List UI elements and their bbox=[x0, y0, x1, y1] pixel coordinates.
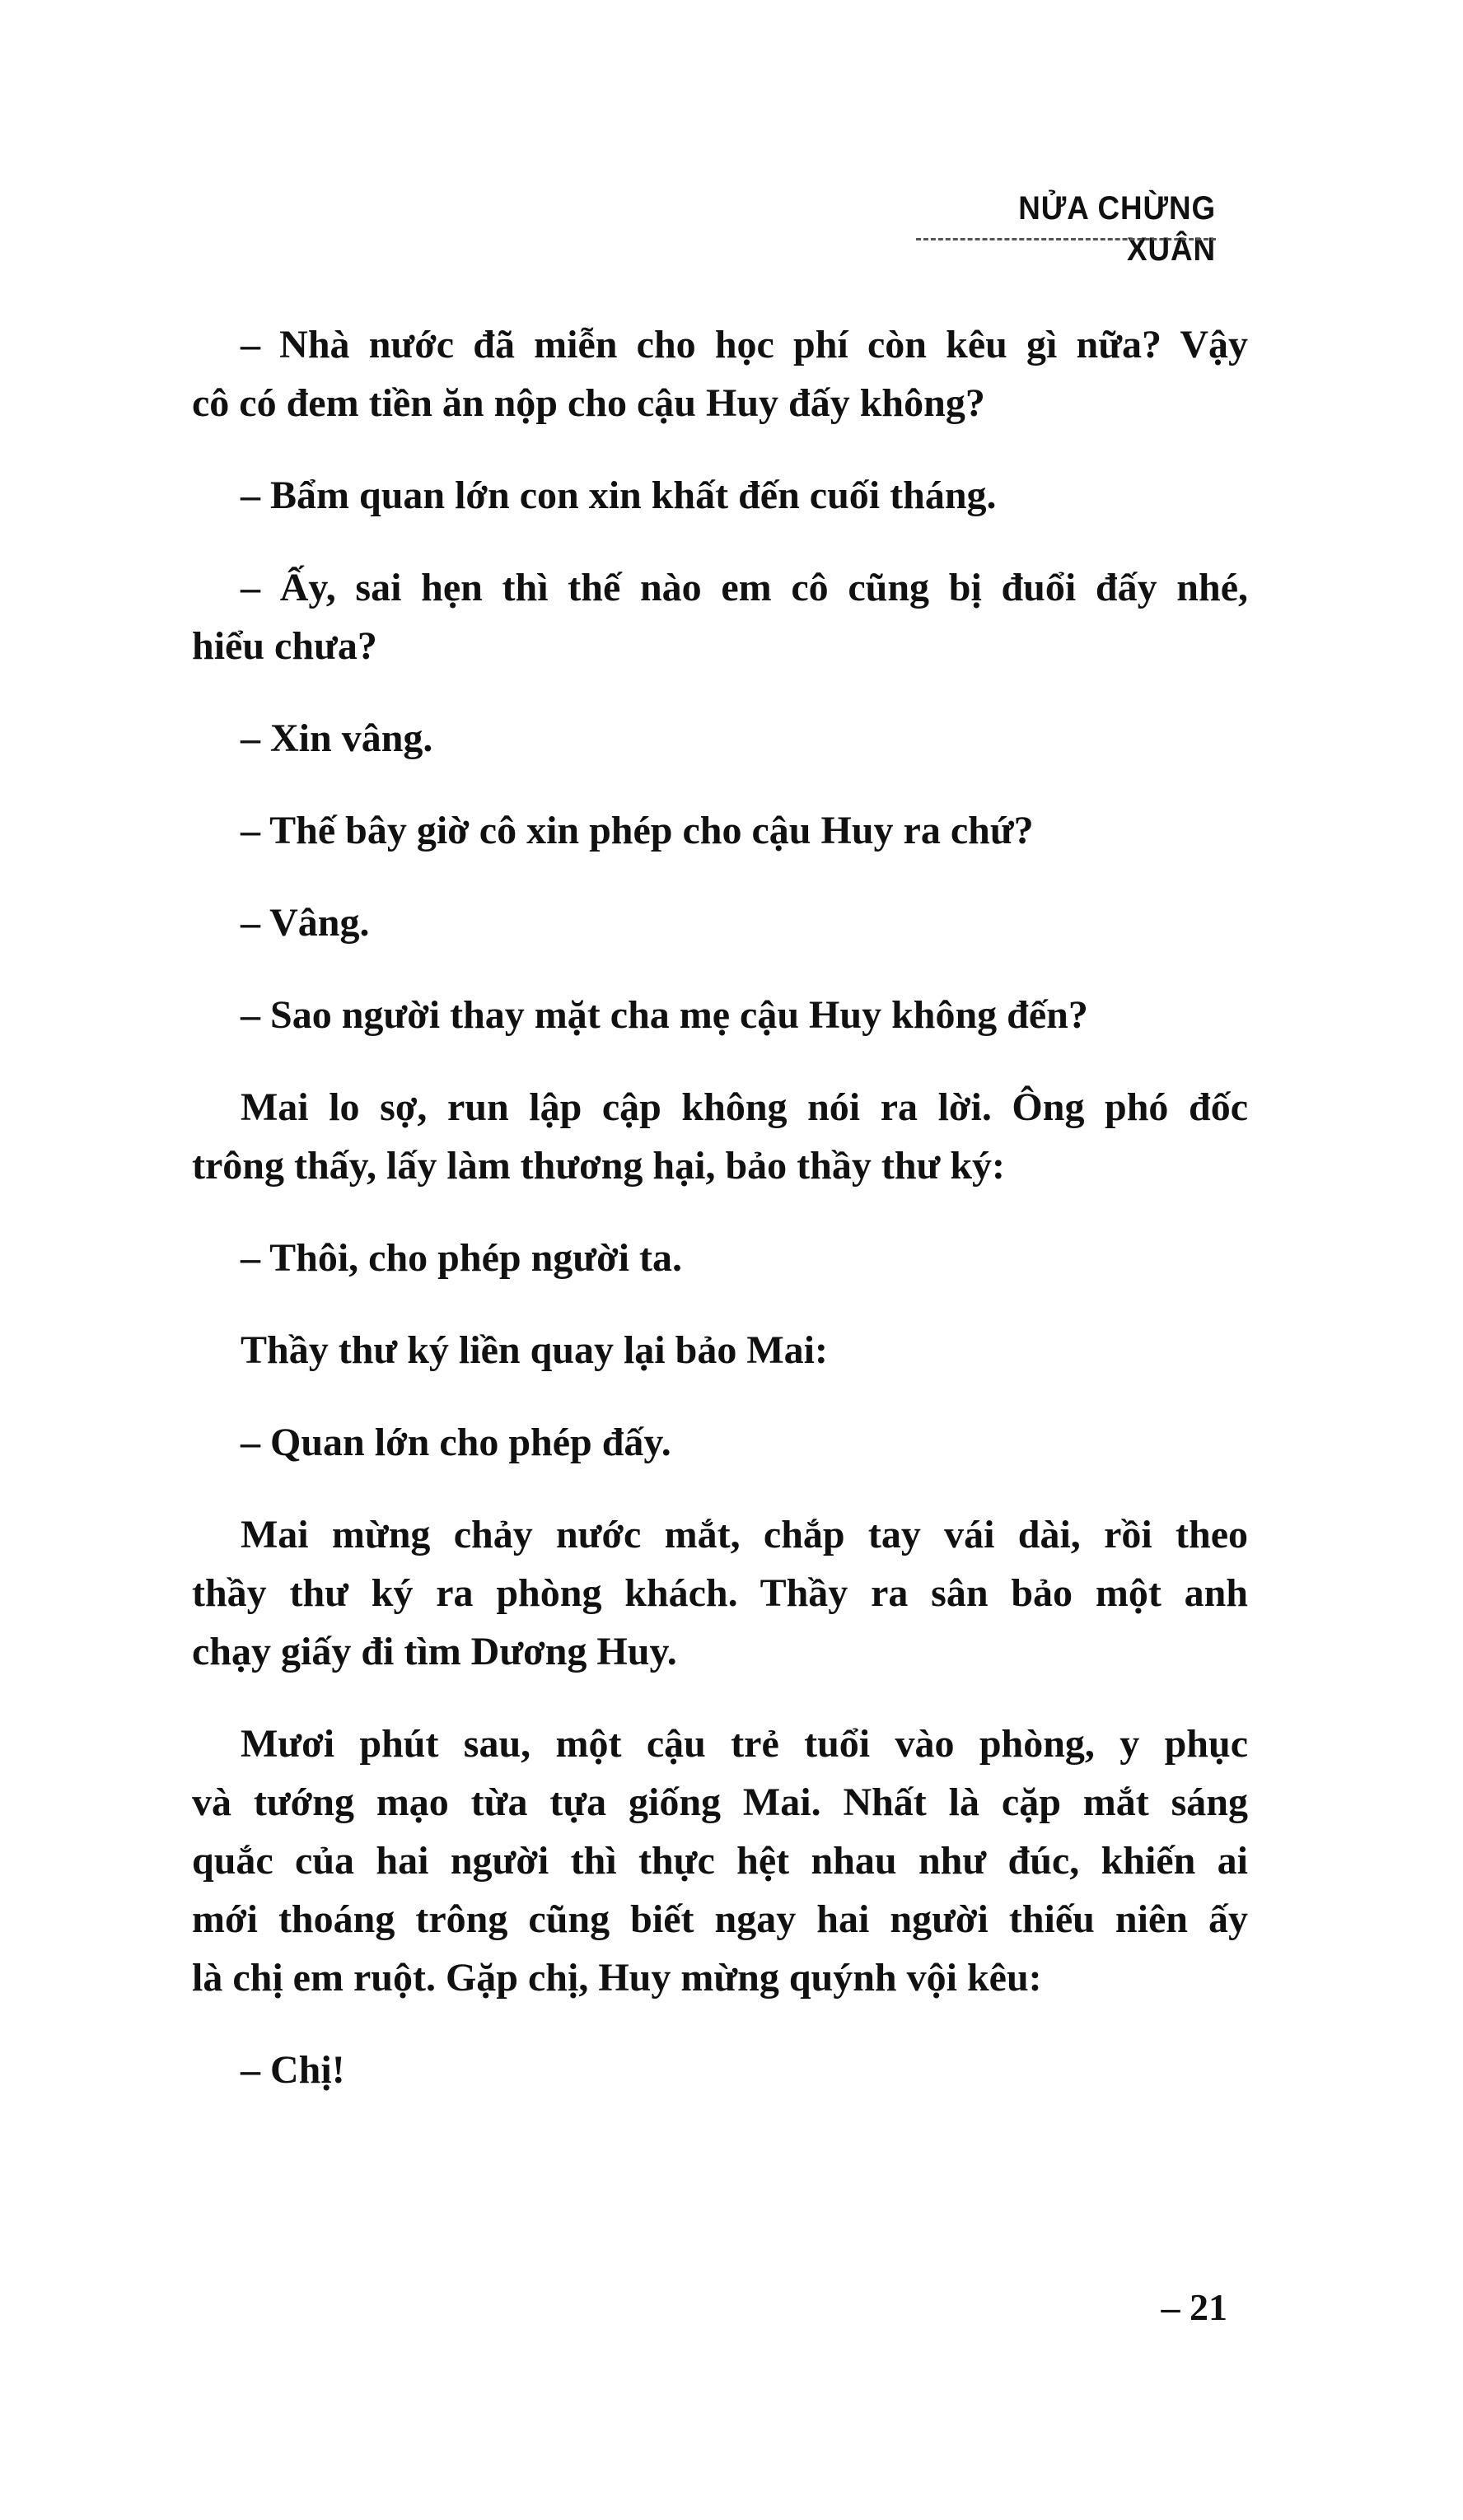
paragraph bbox=[192, 986, 1248, 1044]
text-line: thầy thư ký ra phòng khách. Thầy ra sân bảo một anh bbox=[192, 1571, 1248, 1615]
text-line: – Bẩm quan lớn con xin khất đến cuối tháng. bbox=[241, 474, 997, 517]
header-dashed-rule bbox=[916, 238, 1216, 240]
text-line: – Sao người thay mặt cha mẹ cậu Huy không đến? bbox=[241, 993, 1088, 1037]
text-line: Mai mừng chảy nước mắt, chắp tay vái dài, rồi theo bbox=[241, 1513, 1248, 1556]
paragraph bbox=[192, 466, 1248, 525]
text-line: – Nhà nước đã miễn cho học phí còn kêu gì nữa? Vậy bbox=[241, 323, 1248, 366]
text-line: – Vâng. bbox=[241, 901, 370, 945]
text-line: Thầy thư ký liền quay lại bảo Mai: bbox=[241, 1328, 828, 1372]
paragraph bbox=[192, 1229, 1248, 1287]
paragraph bbox=[192, 558, 1248, 675]
text-line: – Ấy, sai hẹn thì thế nào em cô cũng bị đuổi đấy nhé, bbox=[241, 566, 1248, 609]
text-line: Mai lo sợ, run lập cập không nói ra lời. Ông phó đốc bbox=[241, 1085, 1248, 1129]
text-line: quắc của hai người thì thực hệt nhau như đúc, khiến ai bbox=[192, 1839, 1248, 1883]
page-body-text bbox=[192, 315, 1248, 2133]
text-line: mới thoáng trông cũng biết ngay hai người thiếu niên ấy bbox=[192, 1897, 1248, 1941]
text-line: trông thấy, lấy làm thương hại, bảo thầy thư ký: bbox=[192, 1144, 1005, 1188]
text-line: chạy giấy đi tìm Dương Huy. bbox=[192, 1630, 677, 1673]
paragraph bbox=[192, 709, 1248, 768]
text-line: – Xin vâng. bbox=[241, 716, 433, 760]
text-line: cô có đem tiền ăn nộp cho cậu Huy đấy không? bbox=[192, 381, 985, 425]
text-line: – Thôi, cho phép người ta. bbox=[241, 1236, 682, 1280]
paragraph bbox=[192, 1715, 1248, 2007]
text-line: Mươi phút sau, một cậu trẻ tuổi vào phòng, y phục bbox=[241, 1722, 1248, 1766]
paragraph bbox=[192, 315, 1248, 432]
text-line: hiểu chưa? bbox=[192, 624, 377, 668]
paragraph bbox=[192, 1321, 1248, 1379]
text-line: – Chị! bbox=[241, 2048, 345, 2092]
paragraph bbox=[192, 2041, 1248, 2099]
paragraph bbox=[192, 1505, 1248, 1681]
running-head: NỬA CHỪNG XUÂN bbox=[1018, 190, 1216, 268]
text-line: và tướng mạo từa tựa giống Mai. Nhất là cặp mắt sáng bbox=[192, 1780, 1248, 1824]
paragraph bbox=[192, 801, 1248, 860]
paragraph bbox=[192, 894, 1248, 952]
paragraph bbox=[192, 1078, 1248, 1195]
text-line: – Thế bây giờ cô xin phép cho cậu Huy ra chứ? bbox=[241, 809, 1034, 852]
paragraph bbox=[192, 1413, 1248, 1472]
text-line: là chị em ruột. Gặp chị, Huy mừng quýnh vội kêu: bbox=[192, 1956, 1042, 2000]
page-number: – 21 bbox=[1161, 2286, 1227, 2328]
text-line: – Quan lớn cho phép đấy. bbox=[241, 1421, 671, 1464]
